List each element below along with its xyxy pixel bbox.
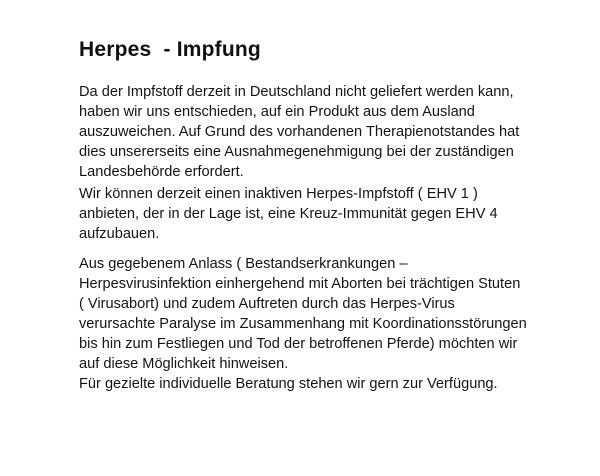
paragraph-line: Für gezielte individuelle Beratung stehen wir gern zur Verfügung. <box>79 376 498 392</box>
paragraph-line: Herpesvirusinfektion einhergehend mit Aborten bei trächtigen Stuten <box>79 276 521 292</box>
paragraph-line: bis hin zum Festliegen und Tod der betroffenen Pferde) möchten wir <box>79 336 518 352</box>
paragraph-import-notice <box>79 82 549 182</box>
paragraph-occasion <box>79 254 549 374</box>
paragraph-line: aufzubauen. <box>79 226 160 242</box>
paragraph-line: Aus gegebenem Anlass ( Bestandserkrankungen – <box>79 256 408 272</box>
paragraph-line: haben wir uns entschieden, auf ein Produkt aus dem Ausland <box>79 104 475 120</box>
paragraph-line: Da der Impfstoff derzeit in Deutschland nicht geliefert werden kann, <box>79 84 514 100</box>
paragraph-line: anbieten, der in der Lage ist, eine Kreuz-Immunität gegen EHV 4 <box>79 206 498 222</box>
paragraph-line: Wir können derzeit einen inaktiven Herpes-Impfstoff ( EHV 1 ) <box>79 186 478 202</box>
paragraph-line: Landesbehörde erfordert. <box>79 164 244 180</box>
paragraph-line: dies unsererseits eine Ausnahmegenehmigung bei der zuständigen <box>79 144 514 160</box>
paragraph-line: auszuweichen. Auf Grund des vorhandenen Therapienotstandes hat <box>79 124 520 140</box>
paragraph-vaccine-offer <box>79 184 549 244</box>
paragraph-consultation <box>79 374 549 394</box>
paragraph-line: ( Virusabort) und zudem Auftreten durch das Herpes-Virus <box>79 296 455 312</box>
paragraph-line: auf diese Möglichkeit hinweisen. <box>79 356 289 372</box>
paragraph-line: verursachte Paralyse im Zusammenhang mit Koordinationsstörungen <box>79 316 527 332</box>
document-title: Herpes - Impfung <box>79 38 261 61</box>
